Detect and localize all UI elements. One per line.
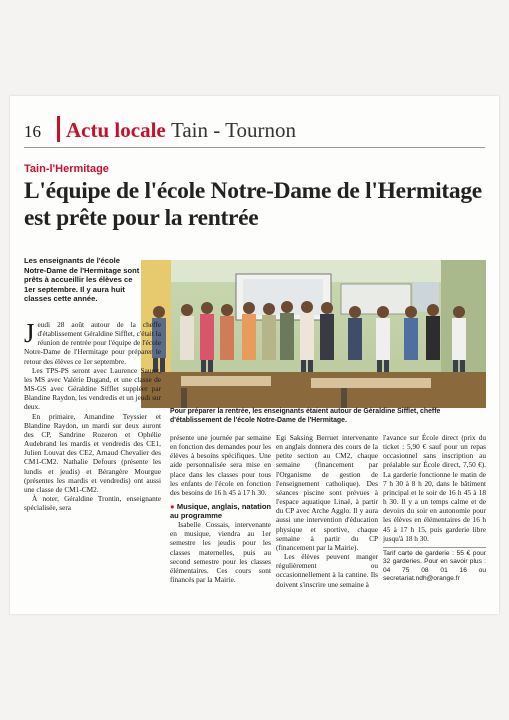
drop-cap: J [24, 318, 35, 348]
article-column-1 [24, 320, 161, 512]
paragraph: présente une journée par semaine en fonction des demandes pour les élèves à besoins spécifiques. Une aide personnalisée sera mise en place dans les classes pour tous les enfants de l'école en fonction des besoins de 16 h 45 à 17 h 30. [170, 433, 271, 497]
info-box: Tarif carte de garderie : 55 € pour 32 garderies. Pour en savoir plus : 04 75 08 01 16 ou secretariat.ndh@orange.fr [383, 547, 486, 584]
paragraph: Les TPS-PS seront avec Laurence Sauret, les MS avec Valérie Dugand, et une classe de MS-GS avec Géraldine Sifflet suppléer par Blandine Raydon, les vendredis et un jeudi sur deux. [24, 365, 161, 412]
header-rule [24, 147, 485, 148]
photo-caption: Pour préparer la rentrée, les enseignants étaient autour de Géraldine Sifflet, cheffe d'établissement de l'école Notre-Dame de l'Hermitage. [170, 408, 441, 424]
paragraph: En primaire, Amandine Teyssier et Blandine Raydon, un mardi sur deux auront des CP, Sandrine Rozeron et Ophélie Audebrand les mardis et vendredis des CE1, Julien Louvat des CE2, Arnaud Chevalier des CM1-CM2. Nathalie Defours (présente les lundis et jeudis) et Bérangère Mourgue (présentes les mardis et vendredis) ont aussi une classe de CM1-CM2. [24, 411, 161, 494]
section-name: Actu locale [66, 118, 166, 142]
section-location: Tain - Tournon [170, 118, 296, 142]
article-subhead [170, 502, 271, 520]
header-divider [57, 116, 60, 142]
article-column-4 [383, 433, 486, 584]
bullet-icon: ● [170, 502, 177, 512]
article-lead: Les enseignants de l'école Notre-Dame de l'Hermitage sont prêts à accueillir les élèves ce 1er septembre. Il y aura huit classes cette année. [24, 256, 140, 304]
paragraph [24, 320, 161, 366]
paragraph-text: eudi 28 août autour de la cheffe d'établissement Géraldine Sifflet, c'était la réunion de rentrée pour l'équipe de l'école Notre-Dame de l'Hermitage pour préparer le retour des élèves ce 1er septembre. [24, 320, 161, 366]
article-kicker: Tain-l'Hermitage [24, 163, 109, 175]
paragraph: À noter, Géraldine Trontin, enseignante spécialisée, sera [24, 493, 161, 513]
paragraph: l'avance sur École direct (prix du ticket : 5,90 € sauf pour un repas occasionnel sans inscription au préalable sur École direct, 7,50 €). La garderie fonctionne le matin de 7 h 30 à 8 h 20, dans le bâtiment principal et le soir de 16 h 45 à 18 h 30. Il y a un temps calme et de devoirs du soir en autonomie pour les élèves en élémentaires de 16 h 45 à 17 h 15, puis garderie libre jusqu'à 18 h 30. [383, 433, 486, 543]
section-header [66, 118, 296, 143]
paragraph: Isabelle Cossais, intervenante en musique, viendra au 1er semestre les jeudis pour les classes maternelles, puis au second semestre pour les classes élémentaires. Ces cours sont financés par la Mairie. [170, 520, 271, 585]
article-column-3 [276, 433, 378, 589]
team-photo [141, 260, 486, 408]
article-headline: L'équipe de l'école Notre-Dame de l'Hermitage est prête pour la rentrée [24, 178, 482, 231]
article-column-2 [170, 433, 271, 584]
paragraph: Les élèves peuvent manger régulièrement ou occasionnellement à la cantine. Ils doivent s'inscrire une semaine à [276, 552, 378, 589]
page-number: 16 [24, 122, 41, 141]
paragraph: Egi Saksing Berruet intervenante en anglais donnera des cours de la petite section au CM2, chaque semaine (financement par l'Organisme de gestion de l'enseignement catholique). Des séances piscine sont prévues à l'espace aquatique Linaë, à partir du CP avec Arche Agglo. Il y aura aussi une intervention d'éducation physique et sportive, chaque semaine à partir du CP (financement par la Mairie). [276, 433, 378, 552]
subhead-text: Musique, anglais, natation au programme [170, 502, 271, 521]
newspaper-page [10, 96, 499, 614]
classroom-photo-illustration [141, 260, 486, 408]
